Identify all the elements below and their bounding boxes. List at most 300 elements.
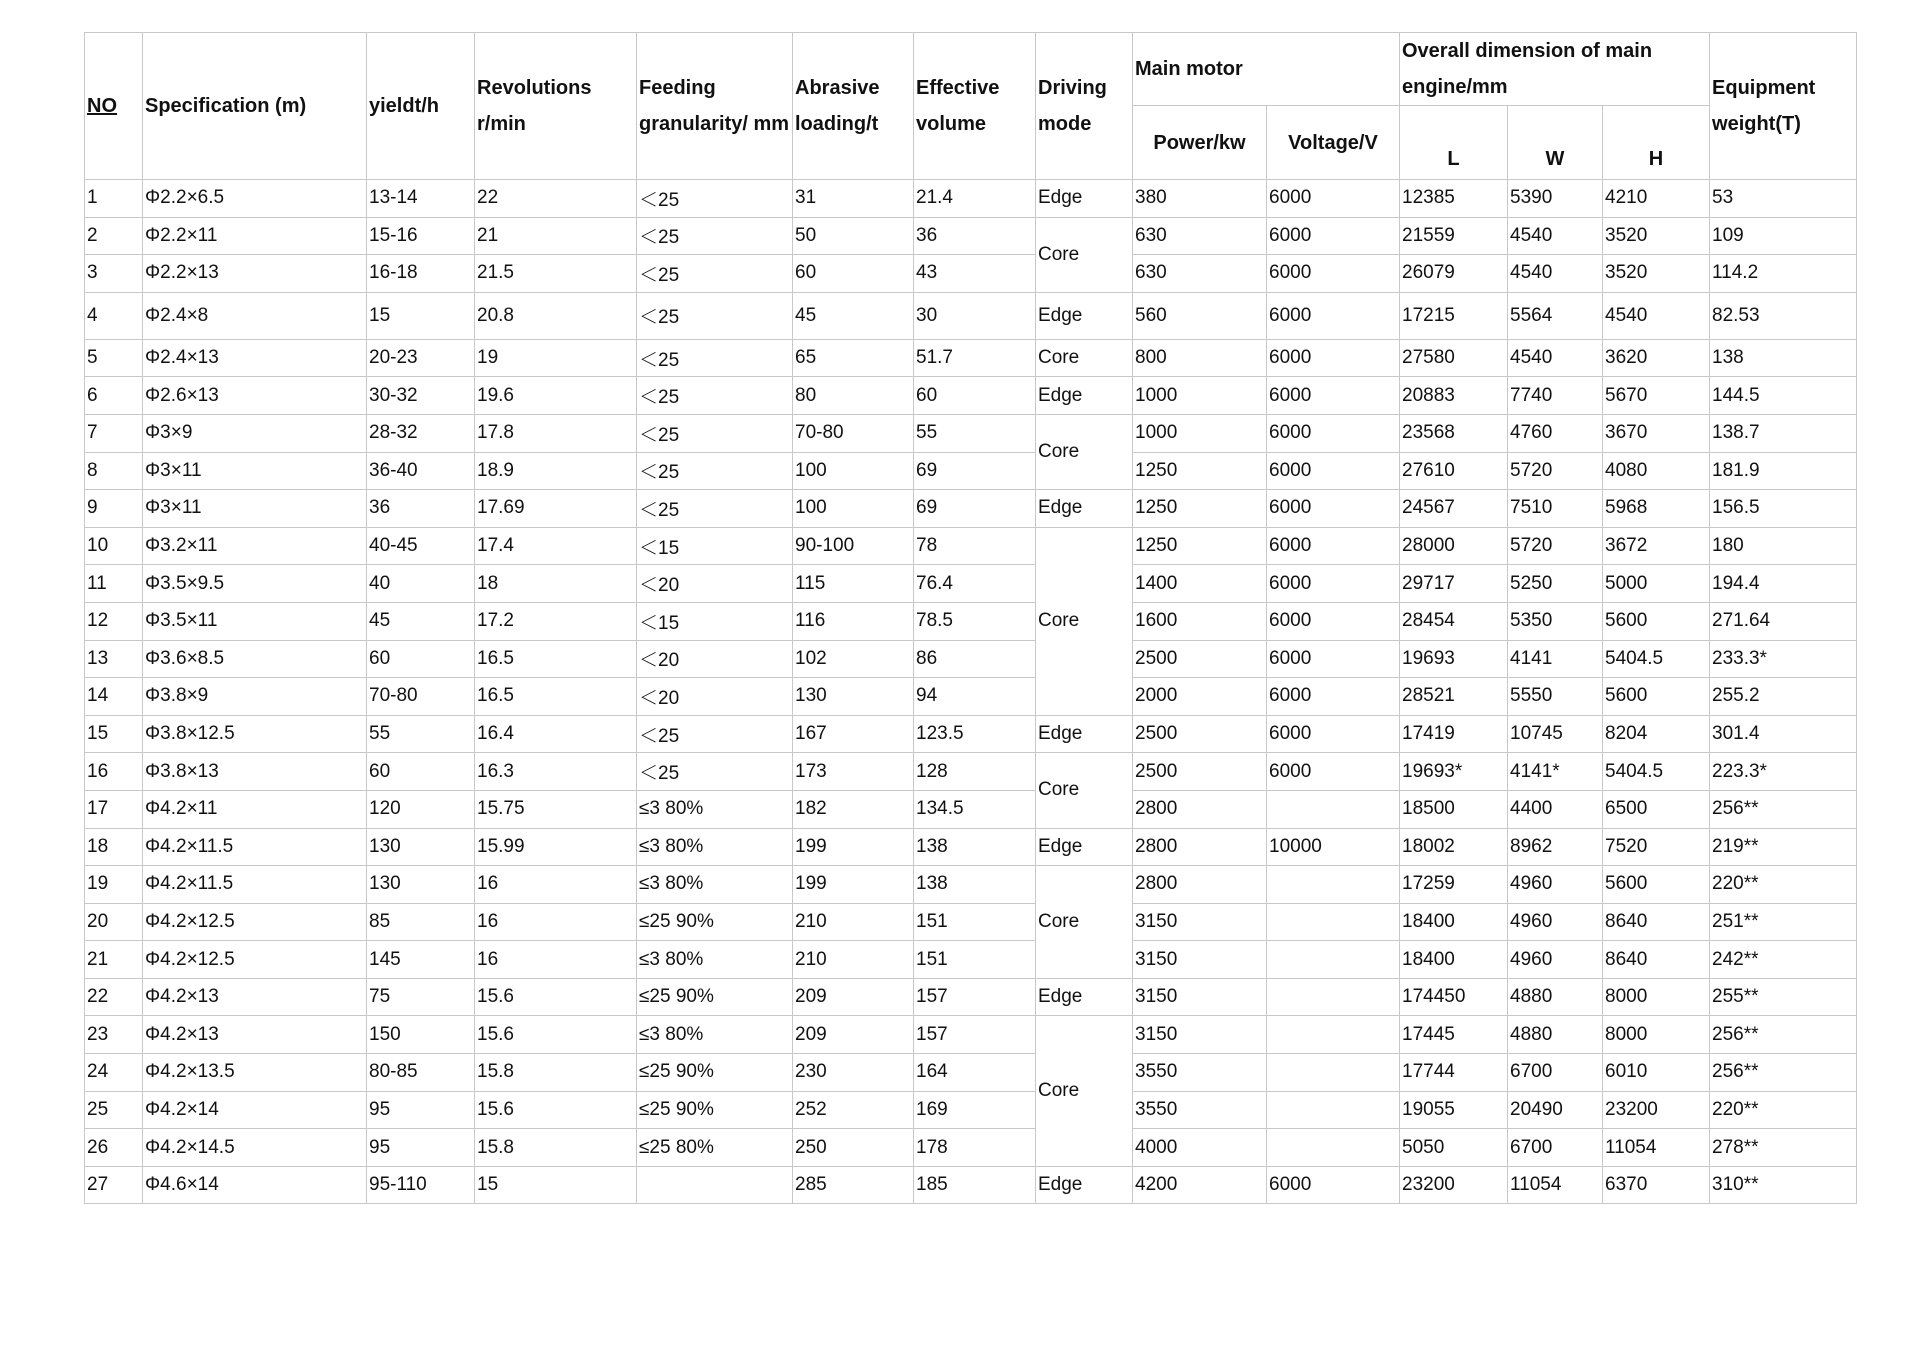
cell-weight: 310**: [1710, 1166, 1857, 1204]
cell-yield: 70-80: [367, 678, 475, 716]
table-row: [85, 1091, 1857, 1129]
header-overall: Overall dimension of main engine/mm: [1400, 33, 1710, 106]
cell-weight: 256**: [1710, 1054, 1857, 1092]
cell-yield: 130: [367, 866, 475, 904]
cell-voltage: 6000: [1267, 678, 1400, 716]
cell-weight: 278**: [1710, 1129, 1857, 1167]
cell-w: 11054: [1508, 1166, 1603, 1204]
cell-power: 3150: [1133, 978, 1267, 1016]
cell-h: 6370: [1603, 1166, 1710, 1204]
cell-feeding: ＜20: [637, 640, 793, 678]
cell-power: 3150: [1133, 1016, 1267, 1054]
cell-weight: 219**: [1710, 828, 1857, 866]
cell-l: 18400: [1400, 941, 1508, 979]
header-power: Power/kw: [1133, 106, 1267, 180]
cell-feeding: ≤25 80%: [637, 1129, 793, 1167]
cell-abrasive: 209: [793, 978, 914, 1016]
cell-revolutions: 15.75: [475, 790, 637, 828]
cell-l: 27580: [1400, 339, 1508, 377]
cell-h: 3670: [1603, 414, 1710, 452]
cell-l: 29717: [1400, 565, 1508, 603]
cell-weight: 53: [1710, 180, 1857, 218]
cell-revolutions: 16: [475, 903, 637, 941]
cell-feeding: ＜20: [637, 565, 793, 603]
cell-l: 27610: [1400, 452, 1508, 490]
table-row: [85, 180, 1857, 218]
cell-power: 800: [1133, 339, 1267, 377]
cell-driving-mode: Edge: [1036, 1166, 1133, 1204]
cell-effective: 164: [914, 1054, 1036, 1092]
cell-effective: 55: [914, 414, 1036, 452]
cell-abrasive: 102: [793, 640, 914, 678]
cell-weight: 256**: [1710, 790, 1857, 828]
cell-no: 24: [85, 1054, 143, 1092]
cell-driving-mode: Edge: [1036, 715, 1133, 753]
cell-driving-mode: Edge: [1036, 978, 1133, 1016]
cell-voltage: 6000: [1267, 565, 1400, 603]
cell-weight: 144.5: [1710, 377, 1857, 415]
cell-power: 1000: [1133, 414, 1267, 452]
cell-weight: 181.9: [1710, 452, 1857, 490]
table-row: [85, 903, 1857, 941]
cell-h: 5404.5: [1603, 753, 1710, 791]
cell-no: 9: [85, 490, 143, 528]
cell-w: 4141*: [1508, 753, 1603, 791]
header-driving: Driving mode: [1036, 33, 1133, 180]
cell-yield: 130: [367, 828, 475, 866]
cell-specification: Φ2.2×6.5: [143, 180, 367, 218]
cell-feeding: ＜15: [637, 527, 793, 565]
cell-power: 2800: [1133, 828, 1267, 866]
table-row: [85, 217, 1857, 255]
cell-abrasive: 210: [793, 903, 914, 941]
cell-abrasive: 50: [793, 217, 914, 255]
cell-weight: 233.3*: [1710, 640, 1857, 678]
cell-h: 5404.5: [1603, 640, 1710, 678]
cell-l: 28521: [1400, 678, 1508, 716]
cell-feeding: ＜25: [637, 255, 793, 293]
cell-weight: 180: [1710, 527, 1857, 565]
cell-l: 26079: [1400, 255, 1508, 293]
cell-feeding: ＜25: [637, 715, 793, 753]
cell-specification: Φ4.2×13: [143, 1016, 367, 1054]
cell-abrasive: 173: [793, 753, 914, 791]
cell-voltage: [1267, 941, 1400, 979]
cell-no: 21: [85, 941, 143, 979]
table-row: [85, 377, 1857, 415]
cell-abrasive: 100: [793, 452, 914, 490]
cell-power: 3150: [1133, 903, 1267, 941]
cell-revolutions: 15.99: [475, 828, 637, 866]
cell-l: 23200: [1400, 1166, 1508, 1204]
cell-abrasive: 209: [793, 1016, 914, 1054]
cell-no: 16: [85, 753, 143, 791]
cell-revolutions: 22: [475, 180, 637, 218]
cell-driving-mode: Edge: [1036, 490, 1133, 528]
cell-power: 2500: [1133, 640, 1267, 678]
cell-revolutions: 15.8: [475, 1129, 637, 1167]
cell-effective: 78.5: [914, 602, 1036, 640]
header-no: NO: [85, 33, 143, 180]
cell-specification: Φ2.4×8: [143, 292, 367, 339]
table-row: [85, 452, 1857, 490]
cell-w: 8962: [1508, 828, 1603, 866]
table-row: [85, 1166, 1857, 1204]
cell-w: 5550: [1508, 678, 1603, 716]
cell-abrasive: 45: [793, 292, 914, 339]
cell-l: 19693: [1400, 640, 1508, 678]
cell-voltage: 6000: [1267, 217, 1400, 255]
cell-no: 8: [85, 452, 143, 490]
cell-power: 1250: [1133, 452, 1267, 490]
cell-no: 27: [85, 1166, 143, 1204]
cell-weight: 255**: [1710, 978, 1857, 1016]
cell-weight: 301.4: [1710, 715, 1857, 753]
cell-weight: 138: [1710, 339, 1857, 377]
cell-feeding: ＜25: [637, 452, 793, 490]
cell-revolutions: 16: [475, 866, 637, 904]
cell-w: 5720: [1508, 452, 1603, 490]
cell-power: 1400: [1133, 565, 1267, 603]
table-row: [85, 1016, 1857, 1054]
table-row: [85, 828, 1857, 866]
cell-no: 12: [85, 602, 143, 640]
cell-specification: Φ4.2×13.5: [143, 1054, 367, 1092]
cell-feeding: ≤3 80%: [637, 790, 793, 828]
cell-weight: 255.2: [1710, 678, 1857, 716]
cell-yield: 95: [367, 1091, 475, 1129]
cell-voltage: 6000: [1267, 180, 1400, 218]
cell-voltage: [1267, 978, 1400, 1016]
cell-feeding: ≤25 90%: [637, 1091, 793, 1129]
cell-weight: 256**: [1710, 1016, 1857, 1054]
cell-driving-mode: Core: [1036, 753, 1133, 828]
cell-voltage: [1267, 1054, 1400, 1092]
cell-h: 6010: [1603, 1054, 1710, 1092]
cell-h: 3620: [1603, 339, 1710, 377]
cell-abrasive: 130: [793, 678, 914, 716]
cell-no: 10: [85, 527, 143, 565]
cell-effective: 86: [914, 640, 1036, 678]
table-row: [85, 978, 1857, 1016]
cell-effective: 185: [914, 1166, 1036, 1204]
cell-weight: 242**: [1710, 941, 1857, 979]
cell-yield: 16-18: [367, 255, 475, 293]
cell-power: 1250: [1133, 490, 1267, 528]
cell-specification: Φ3×11: [143, 490, 367, 528]
table-row: [85, 715, 1857, 753]
cell-yield: 60: [367, 640, 475, 678]
cell-l: 19055: [1400, 1091, 1508, 1129]
cell-effective: 134.5: [914, 790, 1036, 828]
cell-no: 19: [85, 866, 143, 904]
cell-l: 5050: [1400, 1129, 1508, 1167]
cell-power: 630: [1133, 217, 1267, 255]
cell-driving-mode: Core: [1036, 217, 1133, 292]
cell-weight: 271.64: [1710, 602, 1857, 640]
cell-w: 5564: [1508, 292, 1603, 339]
cell-weight: 251**: [1710, 903, 1857, 941]
cell-w: 4540: [1508, 255, 1603, 293]
cell-specification: Φ3.8×9: [143, 678, 367, 716]
cell-revolutions: 17.69: [475, 490, 637, 528]
header-abrasive: Abrasive loading/t: [793, 33, 914, 180]
cell-w: 7510: [1508, 490, 1603, 528]
table-row: [85, 678, 1857, 716]
cell-h: 5600: [1603, 866, 1710, 904]
cell-abrasive: 199: [793, 866, 914, 904]
cell-effective: 30: [914, 292, 1036, 339]
table-row: [85, 790, 1857, 828]
cell-l: 17215: [1400, 292, 1508, 339]
cell-no: 26: [85, 1129, 143, 1167]
cell-l: 18002: [1400, 828, 1508, 866]
cell-w: 4141: [1508, 640, 1603, 678]
cell-weight: 138.7: [1710, 414, 1857, 452]
cell-w: 4540: [1508, 339, 1603, 377]
cell-revolutions: 17.4: [475, 527, 637, 565]
cell-effective: 69: [914, 490, 1036, 528]
cell-w: 6700: [1508, 1129, 1603, 1167]
cell-power: 3150: [1133, 941, 1267, 979]
cell-specification: Φ4.2×12.5: [143, 903, 367, 941]
cell-h: 5670: [1603, 377, 1710, 415]
cell-l: 18500: [1400, 790, 1508, 828]
cell-effective: 43: [914, 255, 1036, 293]
cell-l: 17419: [1400, 715, 1508, 753]
cell-l: 24567: [1400, 490, 1508, 528]
cell-h: 8640: [1603, 941, 1710, 979]
cell-w: 20490: [1508, 1091, 1603, 1129]
cell-voltage: 6000: [1267, 640, 1400, 678]
cell-feeding: ＜20: [637, 678, 793, 716]
cell-feeding: ≤3 80%: [637, 828, 793, 866]
cell-h: 5600: [1603, 602, 1710, 640]
cell-abrasive: 60: [793, 255, 914, 293]
cell-power: 380: [1133, 180, 1267, 218]
cell-h: 8204: [1603, 715, 1710, 753]
cell-l: 12385: [1400, 180, 1508, 218]
header-specification: Specification (m): [143, 33, 367, 180]
cell-no: 22: [85, 978, 143, 1016]
cell-voltage: 6000: [1267, 414, 1400, 452]
cell-revolutions: 16: [475, 941, 637, 979]
cell-w: 4540: [1508, 217, 1603, 255]
cell-h: 8000: [1603, 978, 1710, 1016]
cell-yield: 150: [367, 1016, 475, 1054]
cell-no: 2: [85, 217, 143, 255]
cell-yield: 95-110: [367, 1166, 475, 1204]
header-voltage: Voltage/V: [1267, 106, 1400, 180]
cell-power: 1600: [1133, 602, 1267, 640]
cell-specification: Φ3.6×8.5: [143, 640, 367, 678]
cell-power: 3550: [1133, 1091, 1267, 1129]
cell-l: 174450: [1400, 978, 1508, 1016]
cell-feeding: ＜25: [637, 292, 793, 339]
cell-voltage: [1267, 1129, 1400, 1167]
cell-no: 15: [85, 715, 143, 753]
cell-weight: 220**: [1710, 1091, 1857, 1129]
cell-power: 4200: [1133, 1166, 1267, 1204]
cell-l: 17744: [1400, 1054, 1508, 1092]
cell-driving-mode: Edge: [1036, 180, 1133, 218]
cell-abrasive: 116: [793, 602, 914, 640]
cell-driving-mode: Core: [1036, 1016, 1133, 1166]
cell-h: 4080: [1603, 452, 1710, 490]
cell-abrasive: 252: [793, 1091, 914, 1129]
cell-driving-mode: Edge: [1036, 377, 1133, 415]
cell-specification: Φ2.2×11: [143, 217, 367, 255]
cell-revolutions: 18.9: [475, 452, 637, 490]
cell-voltage: 6000: [1267, 1166, 1400, 1204]
cell-voltage: [1267, 1091, 1400, 1129]
table-row: [85, 1054, 1857, 1092]
cell-revolutions: 15.8: [475, 1054, 637, 1092]
cell-effective: 138: [914, 828, 1036, 866]
cell-specification: Φ4.2×14.5: [143, 1129, 367, 1167]
cell-driving-mode: Core: [1036, 339, 1133, 377]
cell-no: 3: [85, 255, 143, 293]
cell-specification: Φ3.5×11: [143, 602, 367, 640]
cell-h: 6500: [1603, 790, 1710, 828]
table-row: [85, 339, 1857, 377]
table-row: [85, 527, 1857, 565]
cell-voltage: [1267, 1016, 1400, 1054]
cell-abrasive: 65: [793, 339, 914, 377]
table-row: [85, 753, 1857, 791]
cell-yield: 36-40: [367, 452, 475, 490]
cell-h: 4210: [1603, 180, 1710, 218]
cell-yield: 85: [367, 903, 475, 941]
cell-effective: 78: [914, 527, 1036, 565]
cell-revolutions: 20.8: [475, 292, 637, 339]
cell-specification: Φ2.6×13: [143, 377, 367, 415]
cell-h: 11054: [1603, 1129, 1710, 1167]
cell-effective: 151: [914, 941, 1036, 979]
cell-feeding: ＜25: [637, 753, 793, 791]
cell-revolutions: 15.6: [475, 1091, 637, 1129]
cell-effective: 94: [914, 678, 1036, 716]
cell-yield: 60: [367, 753, 475, 791]
header-h: H: [1603, 106, 1710, 180]
cell-revolutions: 21.5: [475, 255, 637, 293]
cell-effective: 36: [914, 217, 1036, 255]
cell-abrasive: 167: [793, 715, 914, 753]
cell-effective: 151: [914, 903, 1036, 941]
cell-abrasive: 100: [793, 490, 914, 528]
cell-voltage: [1267, 790, 1400, 828]
cell-feeding: ＜25: [637, 490, 793, 528]
cell-yield: 13-14: [367, 180, 475, 218]
cell-no: 17: [85, 790, 143, 828]
cell-abrasive: 199: [793, 828, 914, 866]
cell-yield: 75: [367, 978, 475, 1016]
cell-l: 23568: [1400, 414, 1508, 452]
cell-l: 17259: [1400, 866, 1508, 904]
cell-power: 2500: [1133, 753, 1267, 791]
cell-effective: 123.5: [914, 715, 1036, 753]
cell-weight: 109: [1710, 217, 1857, 255]
cell-revolutions: 17.8: [475, 414, 637, 452]
cell-effective: 157: [914, 1016, 1036, 1054]
cell-abrasive: 31: [793, 180, 914, 218]
cell-yield: 36: [367, 490, 475, 528]
cell-specification: Φ3×9: [143, 414, 367, 452]
cell-feeding: ≤3 80%: [637, 866, 793, 904]
cell-weight: 82.53: [1710, 292, 1857, 339]
cell-abrasive: 90-100: [793, 527, 914, 565]
cell-power: 3550: [1133, 1054, 1267, 1092]
cell-w: 5720: [1508, 527, 1603, 565]
cell-h: 8640: [1603, 903, 1710, 941]
cell-weight: 114.2: [1710, 255, 1857, 293]
cell-driving-mode: Edge: [1036, 292, 1133, 339]
cell-h: 3520: [1603, 217, 1710, 255]
spec-table: [84, 32, 1857, 1204]
table-row: [85, 490, 1857, 528]
cell-revolutions: 16.5: [475, 678, 637, 716]
cell-w: 10745: [1508, 715, 1603, 753]
cell-l: 18400: [1400, 903, 1508, 941]
cell-specification: Φ2.2×13: [143, 255, 367, 293]
cell-revolutions: 21: [475, 217, 637, 255]
cell-no: 6: [85, 377, 143, 415]
cell-revolutions: 15.6: [475, 1016, 637, 1054]
cell-feeding: ＜25: [637, 377, 793, 415]
cell-power: 2800: [1133, 866, 1267, 904]
cell-abrasive: 182: [793, 790, 914, 828]
cell-w: 7740: [1508, 377, 1603, 415]
cell-revolutions: 16.3: [475, 753, 637, 791]
cell-feeding: ≤3 80%: [637, 1016, 793, 1054]
header-revolutions: Revolutions r/min: [475, 33, 637, 180]
table-row: [85, 565, 1857, 603]
cell-feeding: ≤25 90%: [637, 1054, 793, 1092]
cell-yield: 30-32: [367, 377, 475, 415]
cell-specification: Φ4.2×14: [143, 1091, 367, 1129]
cell-effective: 157: [914, 978, 1036, 1016]
cell-voltage: 6000: [1267, 452, 1400, 490]
cell-h: 3520: [1603, 255, 1710, 293]
cell-h: 8000: [1603, 1016, 1710, 1054]
cell-weight: 194.4: [1710, 565, 1857, 603]
cell-yield: 28-32: [367, 414, 475, 452]
cell-voltage: [1267, 903, 1400, 941]
cell-driving-mode: Edge: [1036, 828, 1133, 866]
cell-specification: Φ4.2×11.5: [143, 866, 367, 904]
cell-power: 1000: [1133, 377, 1267, 415]
cell-effective: 60: [914, 377, 1036, 415]
cell-driving-mode: Core: [1036, 866, 1133, 979]
cell-effective: 138: [914, 866, 1036, 904]
cell-h: 5600: [1603, 678, 1710, 716]
cell-w: 4880: [1508, 978, 1603, 1016]
cell-abrasive: 250: [793, 1129, 914, 1167]
table-row: [85, 602, 1857, 640]
cell-voltage: 6000: [1267, 527, 1400, 565]
cell-specification: Φ2.4×13: [143, 339, 367, 377]
cell-effective: 76.4: [914, 565, 1036, 603]
cell-voltage: 6000: [1267, 292, 1400, 339]
table-row: [85, 292, 1857, 339]
cell-l: 28000: [1400, 527, 1508, 565]
cell-w: 4960: [1508, 941, 1603, 979]
cell-w: 4880: [1508, 1016, 1603, 1054]
cell-abrasive: 80: [793, 377, 914, 415]
cell-yield: 40: [367, 565, 475, 603]
table-row: [85, 941, 1857, 979]
cell-weight: 220**: [1710, 866, 1857, 904]
